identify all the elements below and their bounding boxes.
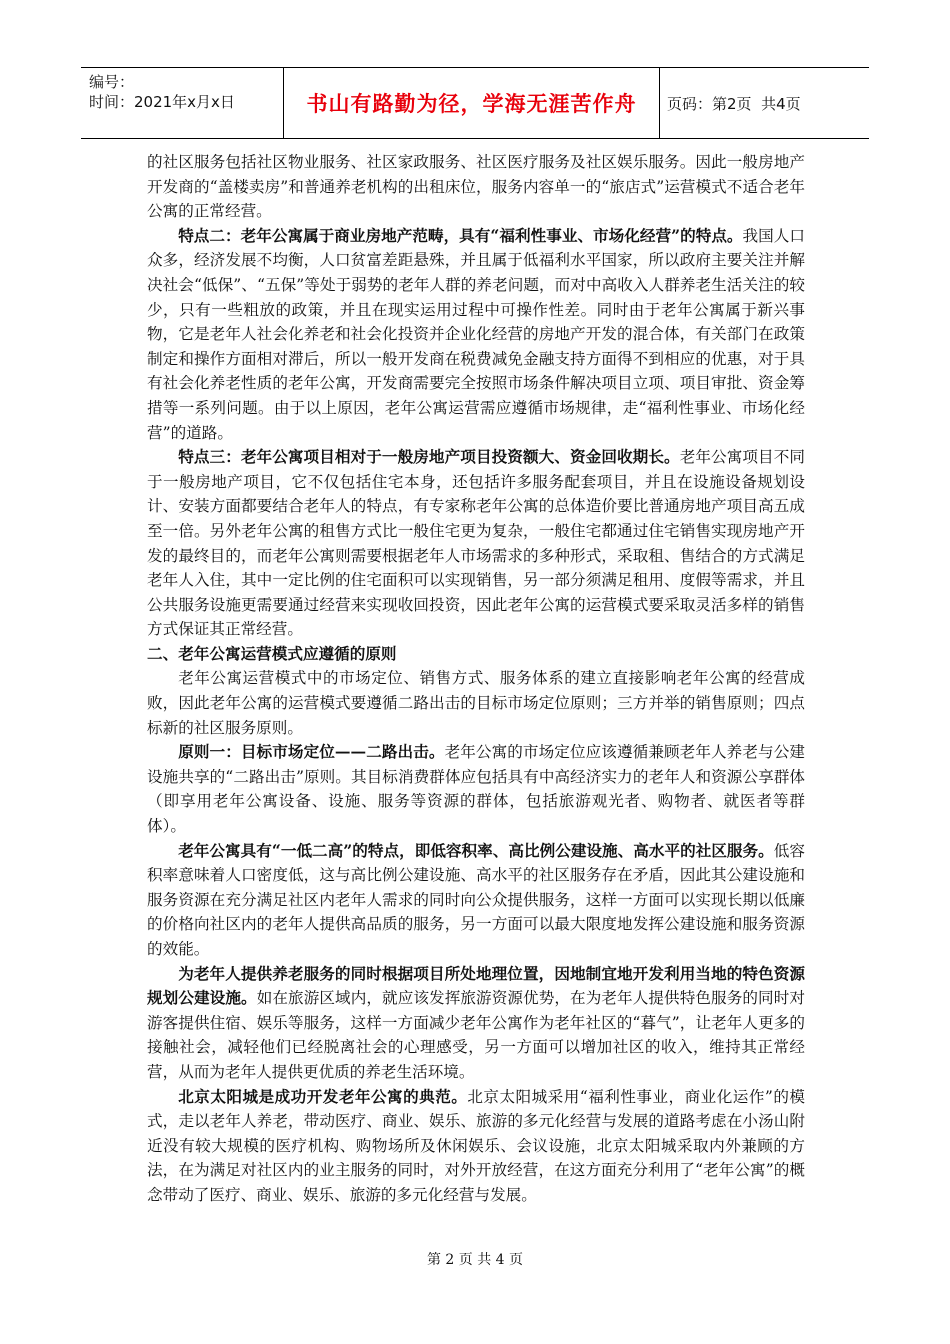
paragraph-8-text: 北京太阳城采用“福利性事业，商业化运作”的模式，走以老年人养老，带动医疗、商业、娱乐、旅游的多元化经营与发展的道路考虑在小汤山附近没有较大规模的医疗机构、购物场所及休闲娱乐、会议设施，北京太阳城采取内外兼顾的方法，在为满足对社区内的业主服务的同时，对外开放经营，在这方面充分利用了“老年公寓”的概念带动了医疗、商业、娱乐、旅游的多元化经营与发展。 [147,1087,805,1204]
paragraph-6 [147,839,805,962]
paragraph-2-text: 我国人口众多，经济发展不均衡，人口贫富差距悬殊，并且属于低福利水平国家，所以政府主要关注并解决社会“低保”、“五保”等处于弱势的老年人群的养老问题，而对中高收入人群养老生活关注的较少，只有一些粗放的政策，并且在现实运用过程中可操作性差。同时由于老年公寓属于新兴事物，它是老年人社会化养老和社会化投资并企业化经营的房地产开发的混合体，有关部门在政策制定和操作方面相对滞后，所以一般开发商在税费减免金融支持方面得不到相应的优惠，对于具有社会化养老性质的老年公寓，开发商需要完全按照市场条件解决项目立项、项目审批、资金筹措等一系列问题。由于以上原因，老年公寓运营需应遵循市场规律，走“福利性事业、市场化经营”的道路。 [147,226,805,442]
paragraph-4: 老年公寓运营模式中的市场定位、销售方式、服务体系的建立直接影响老年公寓的经营成败，因此老年公寓的运营模式要遵循二路出击的目标市场定位原则；三方并举的销售原则；四点标新的社区服务原则。 [147,669,805,737]
document-header [81,67,869,139]
page-footer: 第 2 页 共 4 页 [426,1252,524,1268]
paragraph-1: 的社区服务包括社区物业服务、社区家政服务、社区医疗服务及社区娱乐服务。因此一般房地产开发商的“盖楼卖房”和普通养老机构的出租床位，服务内容单一的“旅店式”运营模式不适合老年公寓的正常经营。 [147,153,805,221]
section-heading-2 [147,642,805,667]
paragraph-7-text: 如在旅游区域内，就应该发挥旅游资源优势，在为老年人提供特色服务的同时对游客提供住宿、娱乐等服务，这样一方面减少老年公寓作为老年社区的“暮气”，让老年人更多的接触社会，减轻他们已经脱离社会的心理感受，另一方面可以增加社区的收入，维持其正常经营，从而为老年人提供更优质的养老生活环境。 [147,989,805,1081]
header-number-label: 编号： [89,73,135,91]
paragraph-7 [147,962,805,1085]
paragraph-3-text: 老年公寓项目不同于一般房地产项目，它不仅包括住宅本身，还包括许多服务配套项目，并且在设施设备规划设计、安装方面都要结合老年人的特点，有专家称老年公寓的总体造价要比普通房地产项目高五成至一倍。另外老年公寓的租售方式比一般住宅更为复杂，一般住宅都通过住宅销售实现房地产开发的最终目的，而老年公寓则需要根据老年人市场需求的多种形式，采取租、售结合的方式满足老年人入住，其中一定比例的住宅面积可以实现销售，另一部分须满足租用、度假等需求，并且公共服务设施更需要通过经营来实现收回投资，因此老年公寓的运营模式要采取灵活多样的销售方式保证其正常经营。 [147,448,805,639]
paragraph-3 [147,445,805,642]
header-date-label: 时间：2021年x月x日 [89,93,235,111]
paragraph-2 [147,224,805,445]
paragraph-5-heading: 原则一：目标市场定位——二路出击。 [178,742,445,762]
paragraph-7-heading: 为老年人提供养老服务的同时根据项目所处地理位置，因地制宜地开发利用当地的特色资源规划公建设施。 [147,963,805,1008]
paragraph-5-text: 老年公寓的市场定位应该遵循兼顾老年人养老与公建设施共享的“二路出击”原则。其目标消费群体应包括具有中高经济实力的老年人和资源公享群体（即享用老年公寓设备、设施、服务等资源的群体，包括旅游观光者、购物者、就医者等群体）。 [147,743,805,836]
header-page-info [660,68,869,138]
header-motto: 书山有路勤为径，学海无涯苦作舟 [284,68,660,138]
paragraph-8-heading: 北京太阳城是成功开发老年公寓的典范。 [178,1086,468,1106]
paragraph-2-heading: 特点二：老年公寓属于商业房地产范畴，具有“福利性事业、市场化经营”的特点。 [178,225,743,245]
header-page-label: 页码：第2页 共4页 [667,94,801,113]
paragraph-3-heading: 特点三：老年公寓项目相对于一般房地产项目投资额大、资金回收期长。 [178,447,680,467]
section-heading-2-text: 二、老年公寓运营模式应遵循的原则 [147,643,397,663]
paragraph-6-heading: 老年公寓具有“一低二高”的特点，即低容积率、高比例公建设施、高水平的社区服务。 [178,840,774,860]
paragraph-8 [147,1085,805,1208]
paragraph-5 [147,740,805,838]
paragraph-6-text: 低容积率意味着人口密度低，这与高比例公建设施、高水平的社区服务存在矛盾，因此其公建设施和服务资源在充分满足社区内老年人需求的同时向公众提供服务，这样一方面可以实现长期以低廉的价格向社区内的老年人提供高品质的服务，另一方面可以最大限度地发挥公建设施和服务资源的效能。 [147,841,805,958]
document-body [147,150,805,1208]
header-meta [81,68,284,138]
